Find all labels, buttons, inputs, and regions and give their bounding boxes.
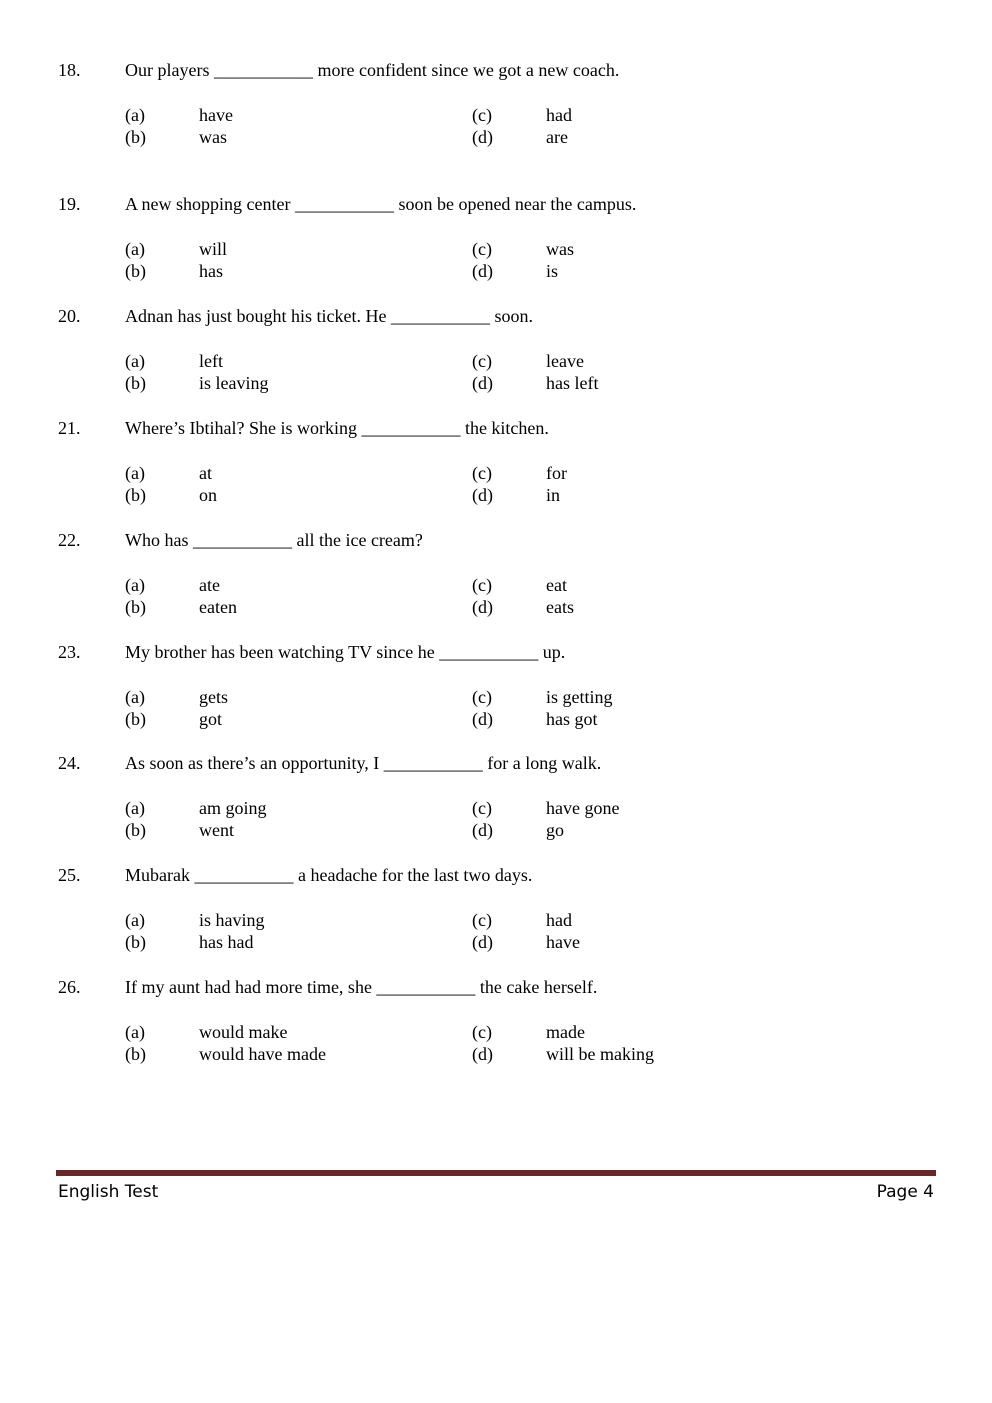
option-text: am going [199,798,267,818]
option-text: go [546,820,564,840]
option-a[interactable] [125,1021,465,1043]
question-25 [0,864,992,964]
footer-divider [56,1170,936,1176]
option-d[interactable] [472,1043,812,1065]
option-d[interactable] [472,126,812,148]
option-letter: (a) [125,351,145,371]
option-text: went [199,820,234,840]
option-a[interactable] [125,909,465,931]
option-text: ate [199,575,220,595]
question-number: 24. [58,753,81,773]
option-c[interactable] [472,104,812,126]
option-letter: (b) [125,709,146,729]
option-text: would make [199,1022,288,1042]
question-text: Mubarak ___________ a headache for the last two days. [125,865,533,885]
option-text: made [546,1022,585,1042]
option-text: has left [546,373,599,393]
question-number: 20. [58,306,81,326]
option-c[interactable] [472,909,812,931]
option-text: eat [546,575,567,595]
option-text: had [546,910,572,930]
option-letter: (c) [472,575,492,595]
option-letter: (a) [125,687,145,707]
option-letter: (d) [472,709,493,729]
option-b[interactable] [125,126,465,148]
option-text: at [199,463,212,483]
question-26 [0,976,992,1076]
option-text: have [199,105,233,125]
question-19 [0,193,992,293]
option-b[interactable] [125,819,465,841]
footer-page-number: Page 4 [876,1182,934,1202]
question-text: A new shopping center ___________ soon be opened near the campus. [125,194,637,214]
option-text: would have made [199,1044,326,1064]
option-text: eats [546,597,574,617]
option-d[interactable] [472,260,812,282]
option-letter: (d) [472,373,493,393]
option-letter: (c) [472,105,492,125]
option-text: eaten [199,597,237,617]
option-b[interactable] [125,1043,465,1065]
option-text: left [199,351,223,371]
option-letter: (c) [472,351,492,371]
option-c[interactable] [472,574,812,596]
option-letter: (d) [472,1044,493,1064]
question-24 [0,752,992,852]
question-text: Our players ___________ more confident since we got a new coach. [125,60,620,80]
question-text: Adnan has just bought his ticket. He ___________ soon. [125,306,533,326]
question-23 [0,641,992,741]
question-number: 25. [58,865,81,885]
option-c[interactable] [472,350,812,372]
option-letter: (a) [125,105,145,125]
option-text: have gone [546,798,620,818]
option-letter: (d) [472,127,493,147]
option-letter: (d) [472,485,493,505]
option-text: leave [546,351,584,371]
option-a[interactable] [125,462,465,484]
option-b[interactable] [125,484,465,506]
option-text: gets [199,687,228,707]
option-text: have [546,932,580,952]
option-c[interactable] [472,686,812,708]
option-letter: (c) [472,1022,492,1042]
option-text: has got [546,709,598,729]
option-b[interactable] [125,260,465,282]
option-text: will [199,239,228,259]
option-letter: (b) [125,820,146,840]
option-letter: (b) [125,597,146,617]
option-letter: (d) [472,820,493,840]
question-text: My brother has been watching TV since he ___________ up. [125,642,566,662]
option-a[interactable] [125,104,465,126]
option-letter: (a) [125,910,145,930]
option-d[interactable] [472,484,812,506]
option-d[interactable] [472,708,812,730]
option-c[interactable] [472,238,812,260]
option-text: was [546,239,574,259]
option-b[interactable] [125,596,465,618]
option-letter: (a) [125,1022,145,1042]
option-letter: (c) [472,687,492,707]
option-text: in [546,485,561,505]
option-letter: (d) [472,597,493,617]
question-number: 22. [58,530,81,550]
option-c[interactable] [472,462,812,484]
option-text: will be making [546,1044,654,1064]
option-d[interactable] [472,372,812,394]
option-text: is leaving [199,373,269,393]
question-text: As soon as there’s an opportunity, I ___________ for a long walk. [125,753,602,773]
question-20 [0,305,992,405]
question-text: Where’s Ibtihal? She is working ___________ the kitchen. [125,418,549,438]
question-number: 18. [58,60,81,80]
option-letter: (d) [472,261,493,281]
option-letter: (c) [472,798,492,818]
question-21 [0,417,992,517]
option-c[interactable] [472,797,812,819]
option-text: was [199,127,227,147]
footer-test-title: English Test [58,1182,159,1202]
question-18 [0,59,992,159]
option-text: are [546,127,568,147]
option-b[interactable] [125,931,465,953]
option-letter: (b) [125,1044,146,1064]
option-text: is getting [546,687,613,707]
option-letter: (c) [472,910,492,930]
question-number: 21. [58,418,81,438]
option-a[interactable] [125,797,465,819]
question-22 [0,529,992,629]
option-d[interactable] [472,596,812,618]
question-number: 23. [58,642,81,662]
question-number: 26. [58,977,81,997]
option-letter: (d) [472,932,493,952]
option-text: got [199,709,223,729]
option-letter: (b) [125,932,146,952]
option-text: on [199,485,217,505]
option-letter: (c) [472,463,492,483]
option-a[interactable] [125,238,465,260]
option-d[interactable] [472,819,812,841]
option-letter: (b) [125,373,146,393]
question-number: 19. [58,194,81,214]
option-b[interactable] [125,372,465,394]
option-letter: (a) [125,239,145,259]
option-letter: (b) [125,127,146,147]
option-c[interactable] [472,1021,812,1043]
option-letter: (b) [125,485,146,505]
option-text: is having [199,910,265,930]
option-letter: (a) [125,463,145,483]
option-text: for [546,463,567,483]
option-text: has had [199,932,254,952]
question-text: Who has ___________ all the ice cream? [125,530,423,550]
question-text: If my aunt had had more time, she ___________ the cake herself. [125,977,598,997]
option-letter: (a) [125,798,145,818]
option-text: had [546,105,572,125]
option-text: is [546,261,559,281]
option-a[interactable] [125,686,465,708]
option-a[interactable] [125,350,465,372]
option-letter: (b) [125,261,146,281]
option-text: has [199,261,223,281]
option-letter: (c) [472,239,492,259]
option-d[interactable] [472,931,812,953]
option-b[interactable] [125,708,465,730]
option-letter: (a) [125,575,145,595]
option-a[interactable] [125,574,465,596]
